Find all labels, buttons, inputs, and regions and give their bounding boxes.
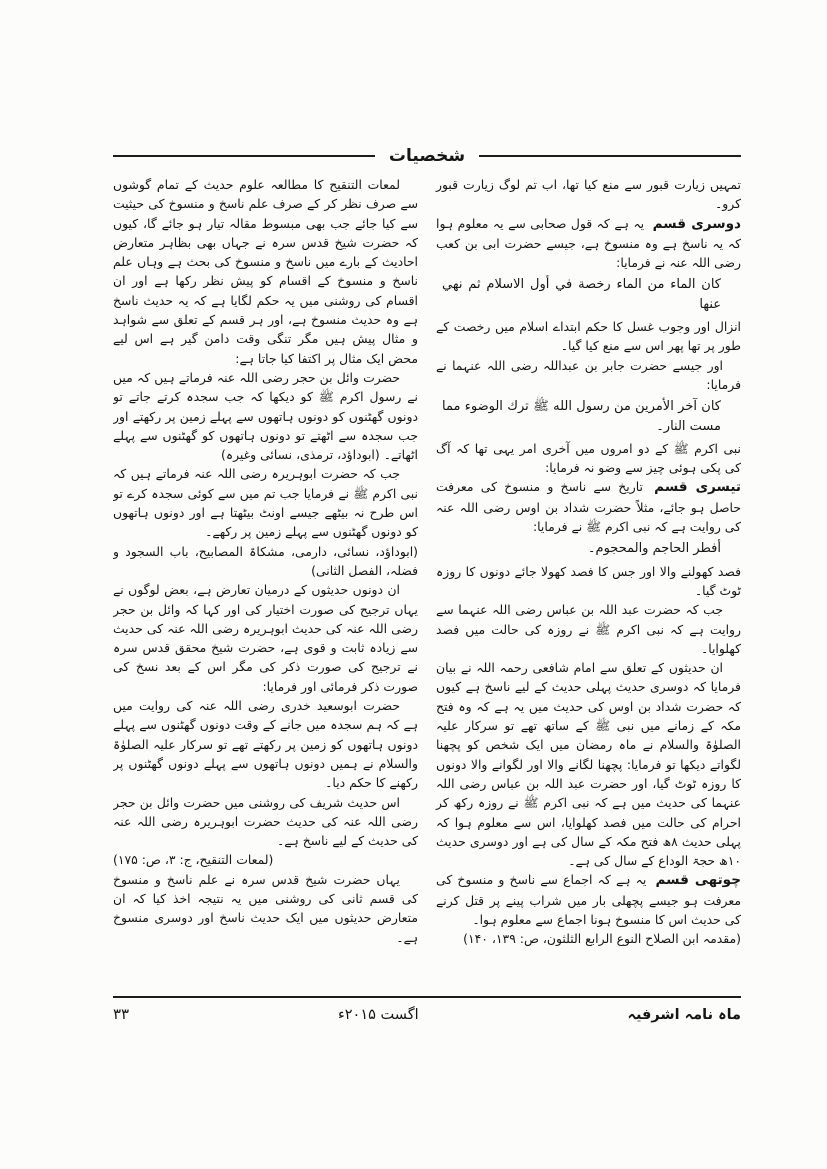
section-title: شخصیات: [388, 146, 466, 166]
citation-mishkat: (ابوداؤد، نسائی، دارمی، مشکاۃ المصابیح، باب السجود و فضلہ، الفصل الثانی): [113, 543, 418, 578]
section-heading-third-kind: تیسری قسم: [654, 479, 741, 496]
page-header: [113, 146, 741, 166]
two-column-body: [113, 175, 741, 987]
header-rule-right: [479, 155, 741, 157]
paragraph-abu-saeed-khudri: حضرت ابوسعید خدری رضی اللہ عنہ کی روایت میں ہے کہ ہم سجدہ میں جانے کے وقت دونوں گھٹنوں سے پہلے دونوں ہاتھوں کو زمین پر رکھتے تھے تو سرکار علیہ الصلوٰۃ والسلام نے ہمیں دونوں ہاتھوں سے پہلے دونوں گھٹنوں پر رکھنے کا حکم دیا۔: [113, 698, 418, 791]
paragraph-final-result: یہاں حضرت شیخ قدس سرہ نے علم ناسخ و منسوخ کی قسم ثانی کی روشنی میں یہ نتیجہ اخذ کیا کہ ان متعارض حدیثوں میں ایک حدیث ناسخ اور دوسری منسوخ ہے۔: [113, 871, 418, 945]
paragraph-translation-2: نبی اکرم ﷺ کے دو امروں میں آخری امر یہی تھا کہ آگ کی پکی ہوئی چیز سے وضو نہ فرمایا:: [436, 440, 741, 476]
column-left: [113, 175, 418, 987]
section-heading-second-kind: دوسری قسم: [652, 215, 741, 232]
paragraph-translation-1: انزال اور وجوب غسل کا حکم ابتداے اسلام میں رخصت کے طور پر تھا پھر اس سے منع کیا گیا۔: [436, 319, 741, 354]
paragraph-abu-huraira: جب کہ حضرت ابوہریرہ رضی اللہ عنہ فرماتے ہیں کہ نبی اکرم ﷺ نے فرمایا جب تم میں سے کوئی سجدہ کرے تو اس طرح نہ بیٹھے جیسے اونٹ بیٹھتا ہے اور دونوں ہاتھوں کو دونوں گھٹنوں سے پہلے زمین پر رکھے۔: [113, 466, 418, 540]
section-text-second-kind: یہ ہے کہ قول صحابی سے یہ معلوم ہوا کہ یہ ناسخ ہے وہ منسوخ ہے، جیسے حضرت ابی بن کعب رضی اللہ عنہ نے فرمایا:: [436, 215, 741, 271]
magazine-page: [113, 146, 741, 1023]
section-text-third-kind: تاریخ سے ناسخ و منسوخ کی معرفت حاصل ہو جائے، مثلاً حضرت شداد بن اوس رضی اللہ عنہ کی روایت ہے کہ نبی اکرم ﷺ نے فرمایا:: [436, 479, 741, 535]
column-right: [436, 175, 741, 987]
paragraph-lamaat-intro: لمعات التنقیح کا مطالعہ علوم حدیث کے تمام گوشوں سے صرف نظر کر کے صرف علم ناسخ و منسوخ کی حیثیت سے کیا جائے جب بھی مبسوط مقالہ تیار ہو جائے گا، کیوں کہ حضرت شیخ قدس سرہ نے جہاں بھی بظاہر متعارض احادیث کے بارے میں ناسخ و منسوخ کی بحث ہے وہاں علم ناسخ و منسوخ کے اقسام کو پیش نظر رکھا ہے اور ان اقسام کی روشنی میں یہ حکم لگایا ہے کہ یہ حدیث ناسخ ہے وہ حدیث منسوخ ہے، اور ہر قسم کے تعلق سے شواہد و مثال پیش ہیں مگر تنگی وقت دامن گیر ہے اس لیے محض ایک مثال پر اکتفا کیا جاتا ہے:: [113, 177, 418, 366]
arabic-quote-3: أفطر الحاجم والمحجوم۔: [587, 541, 721, 557]
paragraph-wail-bin-hujr: حضرت وائل بن حجر رضی اللہ عنہ فرماتے ہیں کہ میں نے رسول اکرم ﷺ کو دیکھا کہ جب سجدہ کرتے جاتے تو دونوں گھٹنوں کو دونوں ہاتھوں سے پہلے زمین پر رکھتے اور جب سجدہ سے اٹھتے تو دونوں ہاتھوں کو گھٹنوں سے پہلے اٹھاتے۔ (ابوداؤد، ترمذی، نسائی وغیرہ): [113, 369, 418, 463]
page-footer: [113, 996, 741, 1023]
footer-magazine-name: ماہ نامہ اشرفیہ: [627, 1007, 741, 1023]
section-heading-fourth-kind: چوتھی قسم: [655, 872, 741, 889]
citation-muqaddima-ibn-salah: (مقدمہ ابن الصلاح النوع الرابع الثلثون، ص: ۱۳۹، ۱۴۰): [463, 931, 741, 947]
paragraph-continuation: تمہیں زیارت قبور سے منع کیا تھا، اب تم لوگ زیارت قبور کرو۔: [436, 177, 741, 212]
citation-lamaat: (لمعات التنقیح، ج: ۳، ص: ۱۷۵): [113, 852, 274, 868]
section-text-fourth-kind: یہ ہے کہ اجماع سے ناسخ و منسوخ کی معرفت ہو جیسے پچھلی بار میں شراب پینے پر قتل کرنے کی حدیث اس کا منسوخ ہونا اجماع سے معلوم ہوا۔: [436, 872, 741, 927]
paragraph-fasd-translation: فصد کھولنے والا اور جس کا فصد کھولا جائے دونوں کا روزہ ٹوٹ گیا۔: [436, 563, 741, 598]
paragraph-naskh-conclusion: اس حدیث شریف کی روشنی میں حضرت وائل بن حجر رضی اللہ عنہ کی حدیث حضرت ابوہریرہ رضی اللہ عنہ کی حدیث کے لیے ناسخ ہے۔: [113, 794, 418, 849]
paragraph-ibn-abbas: جب کہ حضرت عبد اللہ بن عباس رضی اللہ عنہما سے روایت ہے کہ نبی اکرم ﷺ نے روزہ کی حالت میں فصد کھلوایا۔: [436, 602, 741, 656]
arabic-quote-1: كان الماء من الماء رخصة في أول الاسلام ثم نهي عنها: [442, 277, 721, 312]
section-second-kind: [436, 214, 741, 273]
arabic-quote-2: كان آخر الأمرين من رسول الله ﷺ ترك الوضوء مما مست النار۔: [442, 399, 721, 434]
header-rule-left: [113, 155, 375, 157]
section-third-kind: [436, 477, 741, 536]
paragraph-jabir: اور جیسے حضرت جابر بن عبداللہ رضی اللہ عنہما نے فرمایا:: [436, 357, 741, 392]
section-fourth-kind: [436, 870, 741, 929]
paragraph-taaruz: ان دونوں حدیثوں کے درمیان تعارض ہے، بعض لوگوں نے یہاں ترجیح کی صورت اختیار کی اور کہا کہ وائل بن حجر رضی اللہ عنہ کی حدیث ابوہریرہ رضی اللہ عنہ کی حدیث سے زیادہ ثابت و قوی ہے، حضرت شیخ محقق قدس سرہ نے ترجیح کی صورت ذکر کی مگر اس کے بعد نسخ کی صورت ذکر فرمائی اور فرمایا:: [113, 582, 418, 694]
paragraph-imam-shafii: ان حدیثوں کے تعلق سے امام شافعی رحمہ اللہ نے بیان فرمایا کہ دوسری حدیث پہلی حدیث کے لیے ناسخ ہے کیوں کہ حضرت شداد بن اوس کی حدیث میں یہ ہے کہ وہ فتح مکہ کے زمانے میں نبی ﷺ کے ساتھ تھے تو سرکار علیہ الصلوٰۃ والسلام نے ماہ رمضان میں ایک شخص کو پچھنا لگواتے دیکھا تو فرمایا: پچھنا لگانے والا اور لگوانے والا دونوں کا روزہ ٹوٹ گیا، اور حضرت عبد اللہ بن عباس رضی اللہ عنہما کی حدیث میں ہے کہ نبی اکرم ﷺ نے روزہ رکھ کر احرام کی حالت میں فصد کھلوایا، اس سے معلوم ہوا کہ پہلی حدیث ۸ھ فتح مکہ کے سال کی ہے اور دوسری حدیث ۱۰ھ حجۃ الوداع کے سال کی ہے۔: [436, 660, 741, 869]
footer-page-number: ۳۳: [113, 1005, 130, 1023]
footer-date: اگست ۲۰۱۵ء: [337, 1007, 419, 1023]
